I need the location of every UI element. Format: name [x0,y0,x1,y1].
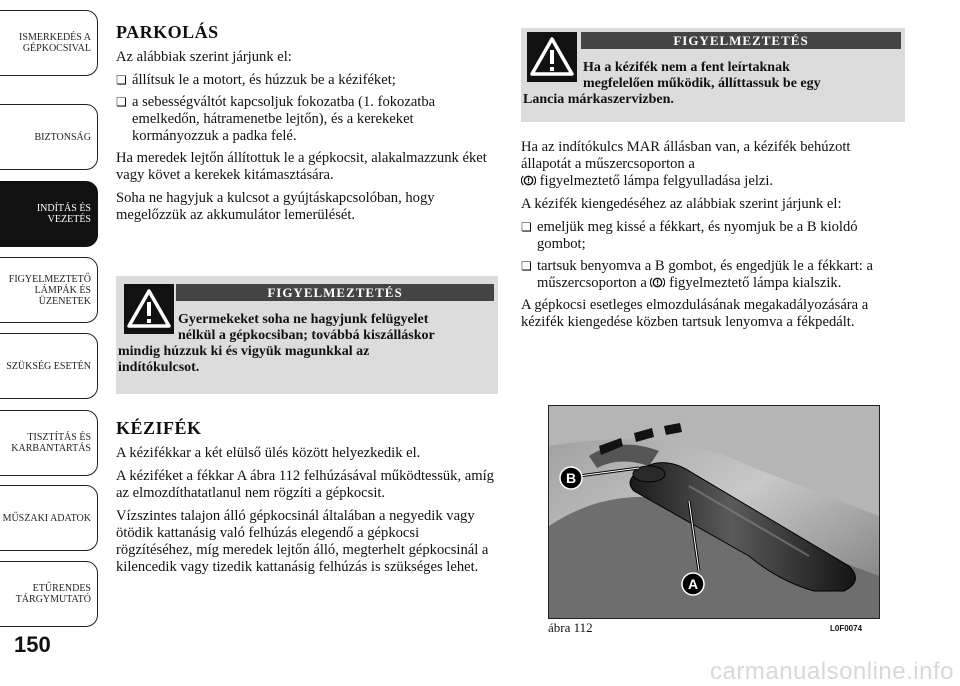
list-item-part: figyelmeztető lámpa kialszik. [669,275,842,291]
list-item [521,258,891,292]
paragraph: A kézifék kiengedéséhez az alábbiak szerint járjunk el: [521,196,842,212]
brake-warning-icon [650,276,665,289]
tab-biztonsag[interactable]: BIZTONSÁG [0,104,98,170]
left-column-bottom [116,420,498,582]
intro-text: Az alábbiak szerint járjunk el: [116,49,292,65]
warning-text-line2: nélkül a gépkocsiban; továbbá kiszálláskor [178,328,435,343]
warning-icon [527,32,577,82]
tab-targymutato[interactable]: ETŰRENDES TÁRGYMUTATÓ [0,561,98,627]
paragraph: Vízszintes talajon álló gépkocsinál általában a negyedik vagy ötödik kattanásig való felhúzás elegendő a gépkocsi rögzítéséhez, míg meredek lejtőn álló, megterhelt gépkocsinál a kilencedik vagy tizedik kattanásig felhúzás is szükséges lehet. [116,508,489,575]
tab-szukseg-eseten[interactable]: SZÜKSÉG ESETÉN [0,333,98,399]
list-item: ❏ a sebességváltót kapcsoljuk fokozatba (1. fokozatba emelkedőn, hátramenetbe lejtőn), és a kerekeket kormányozzuk a padka felé. [116,94,498,145]
warning-icon [124,284,174,334]
paragraph: Ha meredek lejtőn állítottuk le a gépkocsit, alakalmazzunk éket vagy követ a kerekek kitámasztására. [116,150,487,183]
paragraph-part: Ha az indítókulcs MAR állásban van, a kézifék behúzott állapotát a műszercsoporton a [521,139,851,172]
warning-text-line1: Ha a kézifék nem a fent leírtaknak [583,60,790,75]
list-item: ❏ emeljük meg kissé a fékkart, és nyomjuk be a B kioldó gombot; [521,219,891,253]
chapter-tabs [0,0,101,686]
left-column [116,24,498,230]
list-item: ❏ állítsuk le a motort, és húzzuk be a kéziféket; [116,72,498,89]
tab-inditas-es-vezetes[interactable]: INDÍTÁS ÉS VEZETÉS [0,181,98,247]
page-number: 150 [14,632,51,657]
warning-box-children [116,276,498,394]
label-b: B [565,470,577,486]
warning-heading: FIGYELMEZTETÉS [176,284,494,301]
paragraph: Soha ne hagyjuk a kulcsot a gyújtáskapcsolóban, hogy megelőzzük az akkumulátor lemerülését. [116,190,435,223]
section-title-parkolas: PARKOLÁS [116,22,219,42]
brake-warning-icon [521,174,536,187]
paragraph: A kézifékkar a két elülső ülés között helyezkedik el. [116,445,421,461]
paragraph [521,139,891,190]
warning-text-line1: Gyermekeket soha ne hagyjunk felügyelet [178,312,429,327]
paragraph: A gépkocsi esetleges elmozdulásának megakadályozására a kézifék kiengedése közben tartsuk lenyomva a fékpedált. [521,297,869,330]
tab-figyelmezteto-lampak[interactable]: FIGYELMEZTETŐ LÁMPÁK ÉS ÜZENETEK [0,257,98,323]
paragraph-part: figyelmeztető lámpa felgyulladása jelzi. [539,173,774,189]
list-item-part: tartsuk benyomva a B gombot, és engedjük le a fékkart: a műszercsoporton a [537,258,873,291]
warning-text-line2: megfelelően működik, állíttassuk be egy [583,76,821,91]
handbrake-figure [548,405,880,619]
label-a: A [687,576,699,592]
warning-box-handbrake [521,28,905,122]
section-title-kezifek: KÉZIFÉK [116,418,202,438]
paragraph: A kéziféket a fékkar A ábra 112 felhúzásával működtessük, amíg az elmozdíthatatlanul nem rögzíti a gépkocsit. [116,468,494,501]
tab-tisztitas-karbantartas[interactable]: TISZTÍTÁS ÉS KARBANTARTÁS [0,410,98,476]
tab-muszaki-adatok[interactable]: MŰSZAKI ADATOK [0,485,98,551]
figure-code: L0F0074 [830,624,863,633]
figure-caption: ábra 112 [548,620,593,635]
warning-text-rest: Lancia márkaszervizben. [523,92,674,107]
warning-heading: FIGYELMEZTETÉS [581,32,901,49]
watermark: carmanualsonline.info [710,658,954,685]
warning-text-rest: mindig húzzuk ki és vigyük magunkkal az indítókulcsot. [118,344,370,375]
tab-ismerkedes[interactable]: ISMERKEDÉS A GÉPKOCSIVAL [0,10,98,76]
right-column [521,139,891,337]
handbrake-illustration [549,406,879,618]
